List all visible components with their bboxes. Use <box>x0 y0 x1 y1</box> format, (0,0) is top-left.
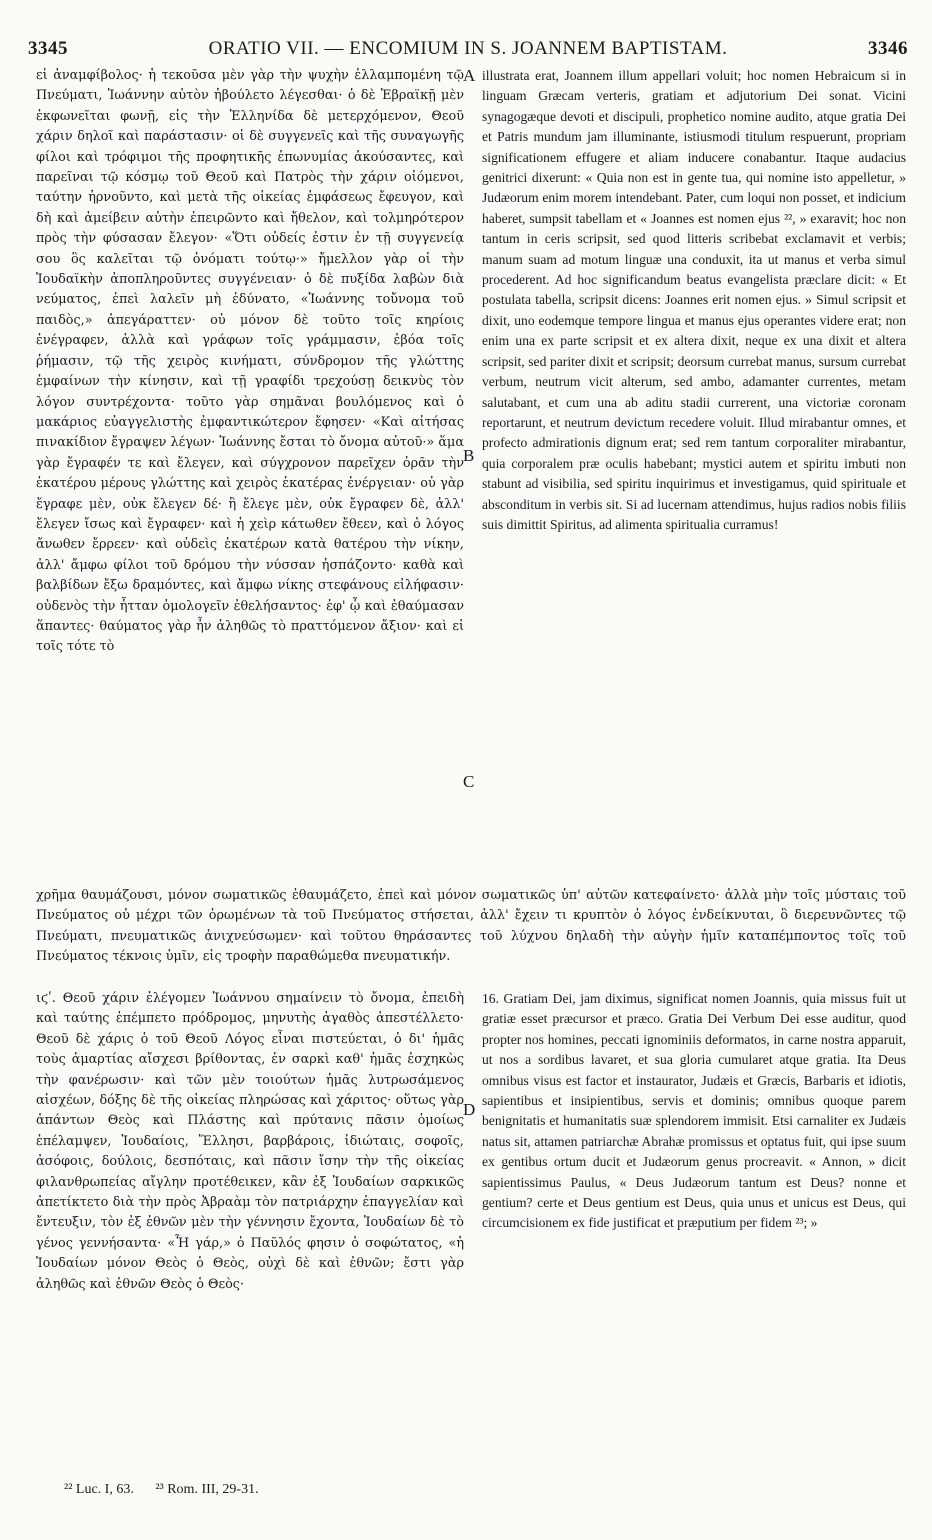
greek-full-width-passage: χρῆμα θαυμάζουσι, μόνον σωματικῶς ἐθαυμάζετο, ἐπεὶ καὶ μόνον σωματικῶς ὑπ' αὐτῶν κατεφαίνετο· ἀλλὰ μὴν τοῖς μύσταις τοῦ Πνεύματος οὐ μέχρι τῶν ὁρωμένων τὰ τοῦ Πνεύματος στήσεται, ἀλλ' ἔχειν τι κρυπτὸν ὁ λόγος ἐνδείκνυται, ὃ διερευνῶντες τῷ Πνεύματι, πνευματικῶς ἀνιχνεύσωμεν· καὶ τοῦτου θηράσαντες τοῦ λύχνου δηλαδὴ τὴν αὐγὴν ἡμῖν καταπέμποντος τοῖς τοῦ Πνεύματος τέκνοις ὑμῖν, εἰς τροφὴν παραθώμεθα πνευματικήν. <box>36 888 906 965</box>
section-marker-d: D <box>463 1100 476 1119</box>
right-column-number: 3346 <box>868 38 908 59</box>
footnote-23: ²³ Rom. III, 29-31. <box>155 1482 259 1497</box>
page-title: ORATIO VII. — ENCOMIUM IN S. JOANNEM BAPTISTAM. <box>208 38 728 59</box>
footnote-22: ²² Luc. I, 63. <box>64 1482 134 1497</box>
latin-column-bottom: 16. Gratiam Dei, jam diximus, significat nomen Joannis, quia missus fuit ut gratiæ esset præcursor et præco. Gratia Dei Verbum Dei esse auditur, quod propter nos homines, peccati ignominiis deformatos, in carne nostra apparuit, ut nos a sordibus lavaret, et sua gloria cumularet atque gratia. Ita Deus omnibus visus est factor et instaurator, Judæis et Græcis, Barbaris et idiotis, sapientibus et insipientibus, servis et dominis; omnibus quoque parem benignitatis et humanitatis suæ splendorem immisit. Etsi carnaliter ex Judæis natus sit, attamen patriarchæ Abrahæ promissus et optatus fuit, qui ipse suum ex gentibus ortum ducit et Judæorum genus procreavit. « Annon, » dicit sapientissimus Paulus, « Deus Judæorum tantum est Deus? nonne et gentium? certe et Deus gentium est Deus, quia unus et unicus est Deus, qui circumcisionem ex fide justificat et præputium per fidem ²³; » <box>482 991 906 1231</box>
greek-column-top: εἰ ἀναμφίβολος· ἡ τεκοῦσα μὲν γὰρ τὴν ψυχὴν ἐλλαμπομένη τῷ Πνεύματι, Ἰωάννην αὐτὸν ἠβούλετο λέγεσθαι· ὁ δὲ Ἑβραϊκῇ μὲν ἐκφωνεῖται φωνῇ, εἰς τὴν Ἑλληνίδα δὲ μετερχόμενον, Θεοῦ χάριν δηλοῖ καὶ παράστασιν· οἱ δὲ συγγενεῖς καὶ τῆς συναγωγῆς φίλοι καὶ τρόφιμοι τῆς προφητικῆς ἐπωνυμίας ἀκούσαντες, καὶ παρεῖναι τῷ κόσμῳ τοῦ Θεοῦ καὶ Πατρὸς τὴν χάριν οἰόμενοι, ταύτην ἠρνοῦντο, καὶ μετὰ τῆς οἰκείας ἐμφάσεως ἔφευγον, καὶ δὴ καὶ ἀμείβειν αὐτὴν ἐπειρῶντο καὶ ἤθελον, καὶ τολμηρότερον πρὸς τὴν φύσασαν ἔλεγον· «Ὅτι οὐδείς ἐστιν ἐν τῇ συγγενείᾳ σου ὃς καλεῖται τῷ ὀνόματι τούτῳ·» ἤμελλον γὰρ οἱ τὴν Ἰουδαϊκὴν ἀποπληροῦντες συγγένειαν· ὁ δὲ πυξίδα λαβὼν διὰ νεύματος, ἐπεὶ λαλεῖν μὴ ἐδύνατο, «Ἰωάννης τοὔνομα τοῦ παιδὸς,» ἀπεγάραττεν· οὐ μόνον δὲ τοῦτο τοῖς κηρίοις ἐνέγραφεν, ἀλλὰ καὶ γράφων τοῖς γράμμασιν, ἐβόα τοῖς ῥήμασιν, τῷ τῆς χειρὸς κινήματι, σύνδρομον τῆς γλώττης ἐμφαίνων τὴν κίνησιν, καὶ τῇ γραφίδι τρεχούσῃ δεικνὺς τὸν λόγον συντρέχοντα· τοῦτο γὰρ σημᾶναι βουλόμενος καὶ ὁ μακάριος εὐαγγελιστὴς ἐμφαντικώτερον ἔφησεν· «Καὶ αἰτήσας πινακίδιον ἔγραψεν λέγων· Ἰωάννης ἔσται τὸ ὄνομα αὐτοῦ·» ἅμα γὰρ ἔγραφέν τε καὶ ἔλεγεν, καὶ σύγχρονον παρεῖχεν ὁρᾶν τὴν ἑκατέρου μέρους γλώττης καὶ χειρὸς ἑκατέρας ἐνέργειαν· οὐ γὰρ ἔγραφε μὲν, οὐκ ἔλεγεν δέ· ἢ ἔλεγε μὲν, οὐκ ἔγραφεν δὲ, ἀλλ' ἔλεγεν ἴσως καὶ ἔγραφεν· καὶ ἡ χεὶρ κάτωθεν ἔθεεν, καὶ ὁ λόγος ἄνωθεν ἔρρεεν· καὶ οὐδεὶς ἑκατέρων κατὰ θατέρου τὴν νίκην, ἀλλ' ἄμφω φίλοι τοῦ δρόμου τὴν νύσσαν ἠσπάζοντο· καθὰ καὶ βαλβίδων ἔξω δραμόντες, καὶ ἄμφω νίκης στεφάνους εἰλήφασιν· οὐδενὸς τὴν ἧτταν ὁμολογεῖν ἐθελήσαντος· ἐφ' ᾧ καὶ ἐθαύμασαν ἅπαντες· θαύματος γὰρ ἦν ἀληθῶς τὸ πραττόμενον ἄξιον· καὶ εἰ τοῖς τότε τὸ <box>36 68 464 655</box>
footnotes <box>64 1482 277 1498</box>
left-column-number: 3345 <box>28 38 68 59</box>
greek-column-bottom: ιϛʹ. Θεοῦ χάριν ἐλέγομεν Ἰωάννου σημαίνειν τὸ ὄνομα, ἐπειδὴ καὶ ταύτης ἐπέμπετο πρόδρομος, μηνυτὴς ἀγαθὸς ἀπεστέλλετο· Θεοῦ δὲ χάρις ὁ τοῦ Θεοῦ Λόγος εἶναι πιστεύεται, ὁ δι' ἡμᾶς τοὺς ἁμαρτίας αἴσχεσι βρίθοντας, ἐν σαρκὶ καθ' ἡμᾶς ἐσχηκὼς τὴν φανέρωσιν· καὶ τῶν μὲν τοιούτων ἡμᾶς λυτρωσάμενος αἰσχέων, δόξης δὲ τῆς οἰκείας πληρώσας καὶ χάριτος· οὕτως γὰρ ἁπάντων Θεὸς καὶ Πλάστης καὶ πρύτανις πᾶσιν ὁμοίως ἐπέλαμψεν, Ἰουδαίοις, Ἕλλησι, βαρβάροις, ἰδιώταις, σοφοῖς, ἀσόφοις, δούλοις, δεσπόταις, καὶ πᾶσιν ἴσην τὴν τῆς οἰκείας φιλανθρωπείας αἴγλην προτέθεικεν, κἂν ἐξ Ἰουδαίων σαρκικῶς ἀπετίκτετο διὰ τὴν πρὸς Ἀβραὰμ τὸν πατριάρχην ἐπαγγελίαν καὶ ἔντευξιν, τὸν ἐξ ἐθνῶν μὲν τὴν γέννησιν ἔχοντα, Ἰουδαίων δὲ τὸ γένος γεννήσαντα· «Ἦ γάρ,» ὁ Παῦλός φησιν ὁ σοφώτατος, «ἡ Ἰουδαίων μόνον Θεὸς ὁ Θεὸς, οὐχὶ δὲ καὶ ἐθνῶν; ἔστι γὰρ ἀληθῶς καὶ ἐθνῶν Θεὸς ὁ Θεὸς· <box>36 991 464 1292</box>
page-header <box>28 38 908 64</box>
section-marker-a: A <box>463 66 476 85</box>
section-marker-c: C <box>463 772 475 791</box>
section-marker-b: B <box>463 446 475 465</box>
latin-column-top: illustrata erat, Joannem illum appellari voluit; hoc nomen Hebraicum si in linguam Græcam verteris, gratiam et adjutorium Dei sonat. Vicini synagogæque devoti et discipuli, prophetico nomine audito, atque gratia Dei et Patris mundum jam illuminante, istiusmodi titulum respuerunt, propriam significationem effugere et aliam inducere conabantur. Itaque audacius genitrici dixerunt: « Quia non est in gente tua, qui nomine isto appelletur, » Judæorum enim morem intendebant. Pater, cum loqui non posset, et indicium haberet, sumpsit tabellam et « Joannes est nomen ejus ²², » exaravit; hoc non tantum in ceris scripsit, sed quod litteris scribebat exclamavit et verbis; manum suam ad motum linguæ una conduxit, ita ut manus et verba simul procederent. Ad hoc significandum beatus evangelista præclare dicit: « Et postulata tabella, scripsit dicens: Joannes erit nomen ejus. » Simul scripsit et dixit, uno eodemque tempore lingua et manus ejus operantes videre erat; non enim una ex parte scripsit et ex altera dixit, neque ex una dixit et altera scripsit, sed pariter dixit et scripsit; deorsum currebat manus, sursum currebat verbum, neutrum vicit alterum, sed ambo, adamanter currentes, metam salutabant, et cum una ab aditu stadii currerent, una victoriæ coronam reportarunt, et neutrum devictum recedere voluit. Illud mirabantur omnes, et profecto admirationis dignum erat; sed rem tantum corporaliter mirabantur, quia corporalem præ oculis habebant; mystici autem et spiritu imbuti non stabunt ad visibilia, sed spiritu inquirimus et investigamus, quid spirituale et absconditum in verbis sit. Si ad lucernam attendimus, hujus radios nobis filiis suis dimittit Spiritus, ad alimenta spiritualia curramus! <box>482 68 906 532</box>
